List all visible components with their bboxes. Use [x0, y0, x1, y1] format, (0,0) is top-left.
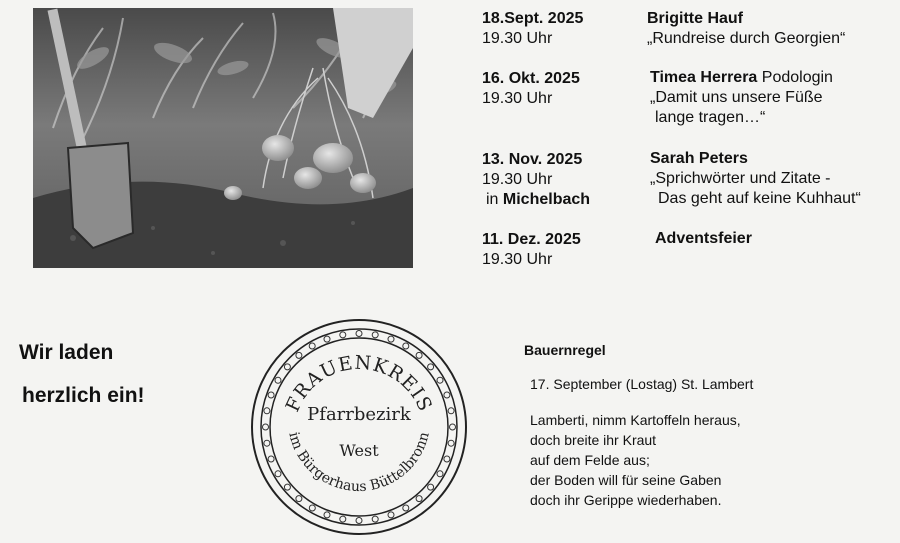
event-description: „Sprichwörter und Zitate -: [650, 170, 831, 187]
stamp-flower-ornament: [340, 516, 346, 522]
potato-harvest-photo: [33, 8, 413, 268]
speaker-role: Podologin: [757, 69, 833, 86]
event-description: lange tragen…“: [655, 109, 766, 126]
stamp-flower-ornament: [403, 505, 409, 511]
event-date: 13. Nov. 2025: [482, 151, 583, 168]
stamp-flower-ornament: [263, 424, 269, 430]
stamp-flower-ornament: [340, 332, 346, 338]
rule-line: auf dem Felde aus;: [530, 452, 650, 468]
event-date: 11. Dez. 2025: [482, 231, 581, 248]
stamp-flower-ornament: [448, 408, 454, 414]
rule-line: doch breite ihr Kraut: [530, 432, 657, 448]
stamp-flower-ornament: [356, 331, 362, 337]
event-time: 19.30 Uhr: [482, 90, 553, 107]
stamp-flower-ornament: [448, 440, 454, 446]
stamp-flower-ornament: [356, 518, 362, 524]
stamp-flower-ornament: [309, 343, 315, 349]
stamp-flower-ornament: [388, 512, 394, 518]
stamp-flower-ornament: [268, 392, 274, 398]
event-speaker: [650, 68, 833, 88]
stamp-flower-ornament: [428, 364, 434, 370]
stamp-flower-ornament: [388, 336, 394, 342]
stamp-flower-ornament: [372, 332, 378, 338]
event-description: „Rundreise durch Georgien“: [647, 30, 846, 47]
stamp-top-arc: FRAUENKREIS: [281, 351, 437, 416]
stamp-flower-ornament: [264, 440, 270, 446]
frauenkreis-stamp: [248, 316, 470, 538]
place-prefix: in: [486, 191, 503, 208]
rule-title: Bauernregel: [524, 342, 606, 358]
place-name: Michelbach: [502, 191, 591, 208]
stamp-flower-ornament: [416, 352, 422, 358]
stamp-flower-ornament: [284, 484, 290, 490]
event-time: 19.30 Uhr: [482, 30, 553, 47]
stamp-flower-ornament: [372, 516, 378, 522]
stamp-flower-ornament: [268, 456, 274, 462]
event-description: „Damit uns unsere Füße: [650, 89, 823, 106]
event-date: 18.Sept. 2025: [482, 10, 584, 27]
event-time: 19.30 Uhr: [482, 171, 553, 188]
stamp-flower-ornament: [428, 484, 434, 490]
stamp-line-2: West: [339, 441, 379, 460]
stamp-flower-ornament: [450, 424, 456, 430]
event-speaker: Brigitte Hauf: [647, 10, 743, 27]
rule-line: doch ihr Gerippe wiederhaben.: [530, 492, 722, 508]
stamp-flower-ornament: [264, 408, 270, 414]
rule-line: Lamberti, nimm Kartoffeln heraus,: [530, 412, 741, 428]
rule-subtitle: 17. September (Lostag) St. Lambert: [530, 376, 754, 392]
stamp-flower-ornament: [309, 505, 315, 511]
stamp-flower-ornament: [444, 456, 450, 462]
invite-line-2: herzlich ein!: [22, 384, 145, 407]
stamp-flower-ornament: [416, 496, 422, 502]
rule-text: [530, 410, 741, 510]
stamp-seal: [248, 316, 470, 538]
event-place: [486, 190, 590, 210]
stamp-line-1: Pfarrbezirk: [307, 404, 411, 425]
stamp-flower-ornament: [275, 377, 281, 383]
stamp-flower-ornament: [296, 496, 302, 502]
event-date: 16. Okt. 2025: [482, 70, 580, 87]
rule-line: der Boden will für seine Gaben: [530, 472, 722, 488]
stamp-flower-ornament: [275, 471, 281, 477]
stamp-flower-ornament: [437, 377, 443, 383]
invite-line-1: Wir laden: [19, 341, 114, 364]
stamp-bottom-arc: im Bürgerhaus Büttelbronn: [285, 430, 433, 496]
speaker-name: Timea Herrera: [650, 69, 758, 86]
event-speaker: Sarah Peters: [650, 150, 748, 167]
stamp-flower-ornament: [437, 471, 443, 477]
event-time: 19.30 Uhr: [482, 251, 553, 268]
stamp-flower-ornament: [284, 364, 290, 370]
stamp-flower-ornament: [444, 392, 450, 398]
stamp-flower-ornament: [324, 336, 330, 342]
potato-harvest-image: [33, 8, 413, 268]
stamp-flower-ornament: [324, 512, 330, 518]
event-speaker: Adventsfeier: [655, 230, 752, 247]
stamp-flower-ornament: [403, 343, 409, 349]
stamp-flower-ornament: [296, 352, 302, 358]
event-description: Das geht auf keine Kuhhaut“: [658, 190, 861, 207]
